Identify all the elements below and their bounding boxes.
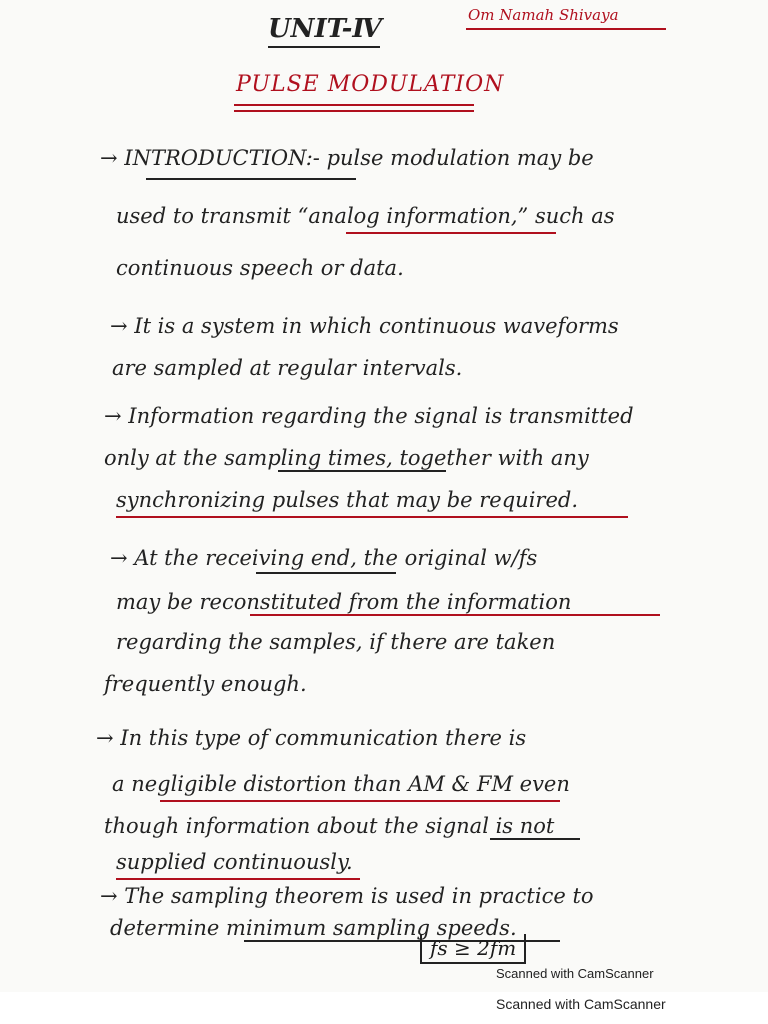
supplied-underline <box>116 878 360 880</box>
note-line: regarding the samples, if there are taken <box>116 630 556 654</box>
note-line: a negligible distortion than AM & FM even <box>112 772 570 796</box>
sampling-times-underline <box>278 470 446 472</box>
note-line: → The sampling theorem is used in practice to <box>100 884 594 908</box>
intro-underline <box>146 178 356 180</box>
camscanner-watermark: Scanned with CamScanner <box>496 966 654 981</box>
signature-text: Om Namah Shivaya <box>468 6 619 24</box>
signature-underline <box>466 28 666 30</box>
note-line: → It is a system in which continuous waveforms <box>110 314 619 338</box>
note-line: only at the sampling times, together with any <box>104 446 589 470</box>
unit-heading: UNIT-Ⅳ <box>268 14 382 44</box>
nyquist-formula-box: fs ≥ 2fm <box>420 934 526 964</box>
note-line: continuous speech or data. <box>116 256 404 280</box>
signal-underline <box>490 838 580 840</box>
note-line: used to transmit “analog information,” such as <box>116 204 615 228</box>
note-line: → In this type of communication there is <box>96 726 527 750</box>
distortion-underline <box>160 800 560 802</box>
note-line: though information about the signal is not <box>104 814 555 838</box>
unit-underline <box>268 46 380 48</box>
topic-underline-2 <box>234 110 474 112</box>
note-line: → INTRODUCTION:- pulse modulation may be <box>100 146 594 170</box>
topic-heading: PULSE MODULATION <box>236 72 505 97</box>
note-line: determine minimum sampling speeds. <box>110 916 517 940</box>
sync-underline <box>116 516 628 518</box>
reconstituted-underline <box>250 614 660 616</box>
note-line: → Information regarding the signal is transmitted <box>104 404 634 428</box>
note-line: frequently enough. <box>104 672 307 696</box>
note-line: → At the receiving end, the original w/fs <box>110 546 538 570</box>
note-line: are sampled at regular intervals. <box>112 356 463 380</box>
note-line: supplied continuously. <box>116 850 353 874</box>
receiving-underline <box>256 572 396 574</box>
note-line: synchronizing pulses that may be required. <box>116 488 578 512</box>
topic-underline-1 <box>234 104 474 106</box>
note-line: may be reconstituted from the information <box>116 590 572 614</box>
analog-underline <box>346 232 556 234</box>
camscanner-footer: Scanned with CamScanner <box>496 996 666 1012</box>
